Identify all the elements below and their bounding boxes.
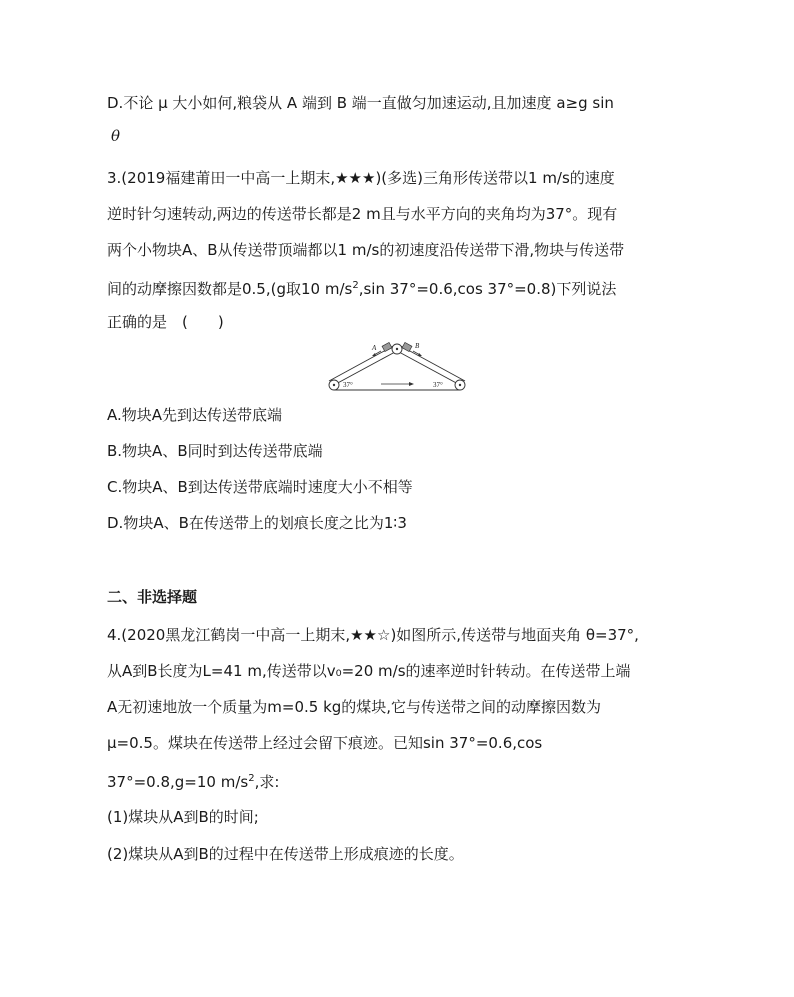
q4-line5-before: 37°=0.8,g=10 m/s <box>107 773 249 791</box>
q3-stem-line5: 正确的是 ( ) <box>107 313 224 331</box>
q3-option-a: A.物块A先到达传送带底端 <box>107 406 283 424</box>
q3-stem-line4 <box>107 276 616 299</box>
q3-option-b: B.物块A、B同时到达传送带底端 <box>107 442 323 460</box>
q4-line1: 4.(2020黑龙江鹤岗一中高一上期末,★★☆)如图所示,传送带与地面夹角 θ=37°, <box>107 626 639 644</box>
q4-sub2: (2)煤块从A到B的过程中在传送带上形成痕迹的长度。 <box>107 845 464 863</box>
q4-line3: A无初速地放一个质量为m=0.5 kg的煤块,它与传送带之间的动摩擦因数为 <box>107 698 602 716</box>
label-a: A <box>372 344 377 352</box>
q3-stem-line4-sup: 2 <box>352 280 359 291</box>
q3-stem-line2: 逆时针匀速转动,两边的传送带长都是2 m且与水平方向的夹角均为37°。现有 <box>107 205 618 223</box>
block-b <box>402 342 412 351</box>
q4-line5-after: ,求: <box>254 773 280 791</box>
block-a <box>382 342 392 351</box>
section-heading: 二、非选择题 <box>107 588 198 606</box>
q4-line4: μ=0.5。煤块在传送带上经过会留下痕迹。已知sin 37°=0.6,cos <box>107 734 543 752</box>
q4-line5 <box>107 769 279 792</box>
q2-option-d-line1: D.不论 μ 大小如何,粮袋从 A 端到 B 端一直做匀加速运动,且加速度 a≥g sin <box>107 94 614 112</box>
q3-stem-line4-before: 间的动摩擦因数都是0.5,(g取10 m/s <box>107 280 353 298</box>
q2-option-d-line2: θ <box>111 127 121 145</box>
q3-option-d: D.物块A、B在传送带上的划痕长度之比为1∶3 <box>107 514 407 532</box>
q3-option-c: C.物块A、B到达传送带底端时速度大小不相等 <box>107 478 413 496</box>
belt-right-slope-inner <box>399 352 460 385</box>
q3-stem-line1: 3.(2019福建莆田一中高一上期末,★★★)(多选)三角形传送带以1 m/s的速度 <box>107 169 615 187</box>
angle-right: 37° <box>433 381 443 389</box>
q3-stem-line3: 两个小物块A、B从传送带顶端都以1 m/s的初速度沿传送带下滑,物块与传送带 <box>107 241 625 259</box>
q4-line5-sup: 2 <box>248 773 255 784</box>
conveyor-diagram <box>325 340 470 396</box>
angle-left: 37° <box>343 381 353 389</box>
q3-stem-line4-after: ,sin 37°=0.6,cos 37°=0.8)下列说法 <box>358 280 617 298</box>
q4-line2: 从A到B长度为L=41 m,传送带以v₀=20 m/s的速率逆时针转动。在传送带上端 <box>107 662 631 680</box>
q4-sub1: (1)煤块从A到B的时间; <box>107 808 259 826</box>
label-b: B <box>415 342 420 350</box>
